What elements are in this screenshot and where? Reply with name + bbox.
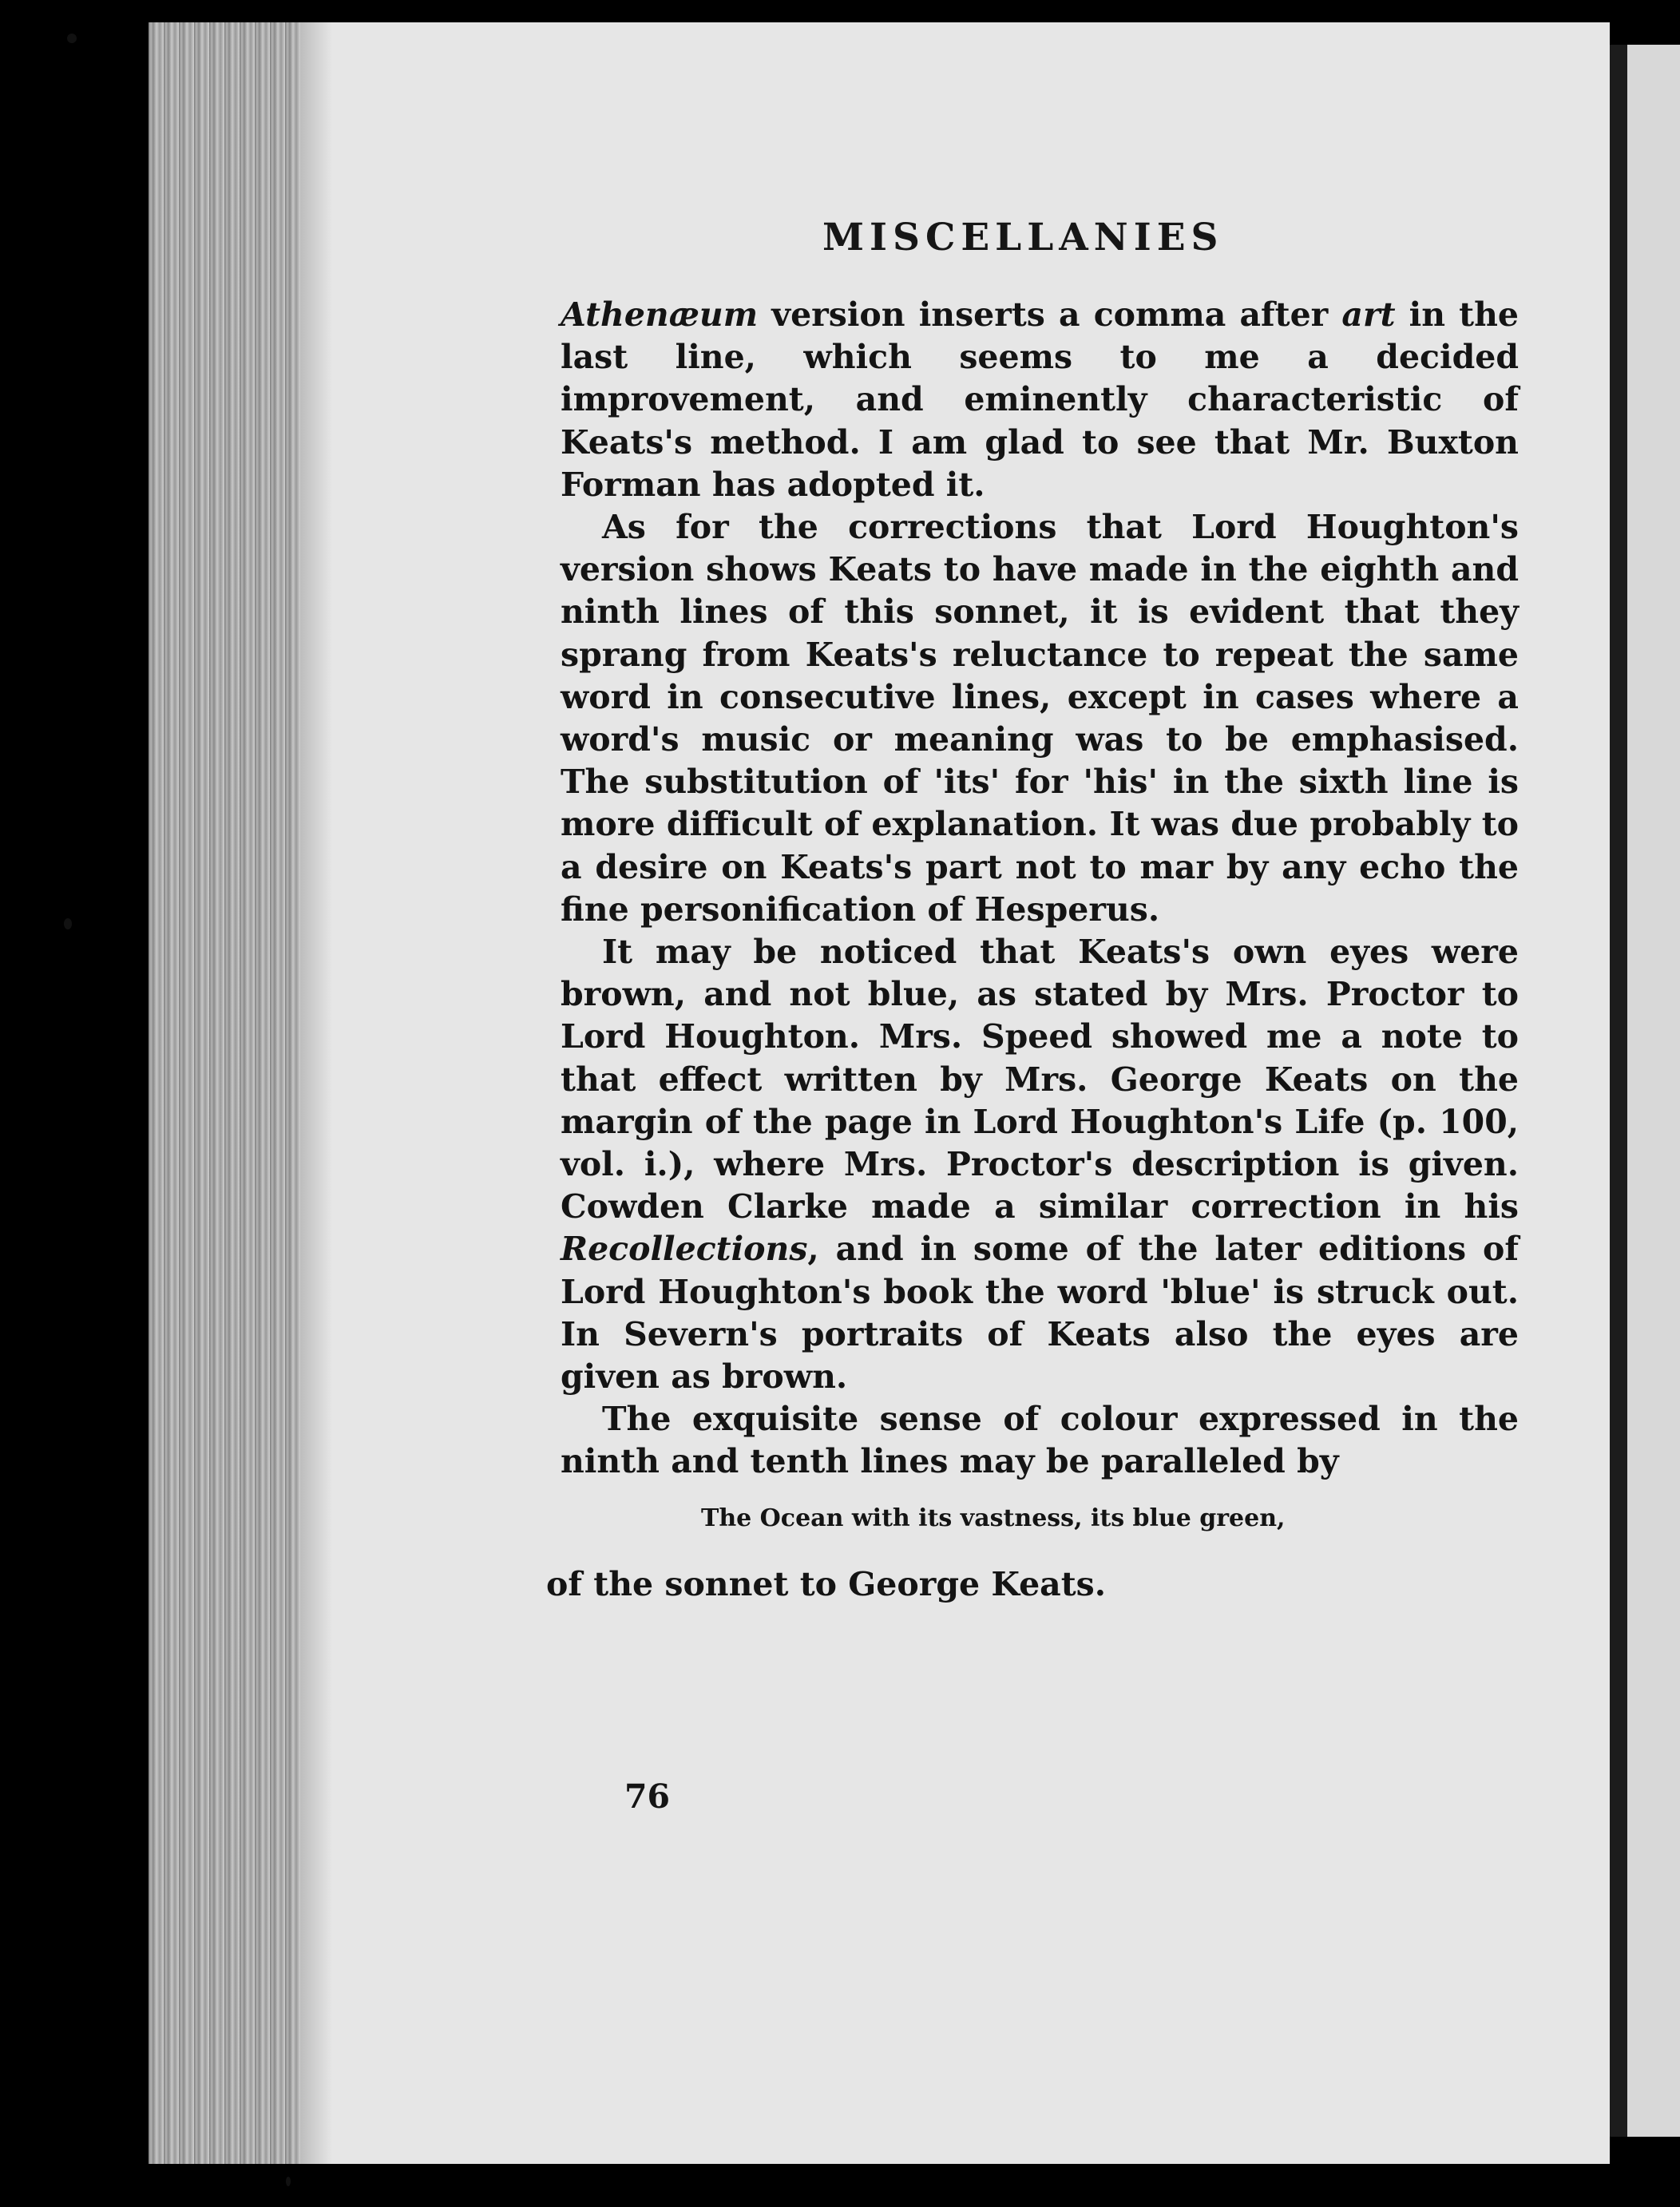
italic-word: art bbox=[1341, 295, 1396, 334]
paragraph: Athenæum version inserts a comma after art in the last line, which seems to me a decided improvement, and eminently characteristic of Keats's method. I am glad to see that Mr. Buxton Forman has adopted it. bbox=[561, 295, 1519, 504]
italic-title: Athenæum bbox=[561, 295, 759, 334]
facing-page bbox=[1627, 45, 1680, 2137]
scan-speck bbox=[64, 918, 72, 929]
body-text bbox=[561, 294, 1519, 1484]
paragraph: It may be noticed that Keats's own eyes were brown, and not blue, as stated by Mrs. Proctor to Lord Houghton. Mrs. Speed showed me a note to that effect written by Mrs. George Keats on the margin of the page in Lord Houghton's Life (p. 100, vol. i.), where Mrs. Proctor's description is given. Cowden Clarke made a similar correction in his Recollections, and in some of the later editions of Lord Houghton's book the word 'blue' is struck out. In Severn's portraits of Keats also the eyes are given as brown. bbox=[561, 933, 1519, 1397]
closing-line: of the sonnet to George Keats. bbox=[546, 1565, 1107, 1603]
page-edge-shadow bbox=[300, 22, 332, 2164]
scan-speck bbox=[286, 2177, 291, 2186]
paragraph: The exquisite sense of colour expressed in the ninth and tenth lines may be paralleled by bbox=[561, 1400, 1519, 1481]
quoted-verse: The Ocean with its vastness, its blue green, bbox=[701, 1504, 1286, 1532]
paragraph: As for the corrections that Lord Houghton's version shows Keats to have made in the eighth and ninth lines of this sonnet, it is evident that they sprang from Keats's reluctance to repeat the same word in consecutive lines, except in cases where a word's music or meaning was to be emphasised. The substitution of 'its' for 'his' in the sixth line is more difficult of explanation. It was due probably to a desire on Keats's part not to mar by any echo the fine personification of Hesperus. bbox=[561, 508, 1519, 929]
scan-speck bbox=[67, 34, 77, 43]
binding-gutter bbox=[1610, 45, 1627, 2137]
page-number: 76 bbox=[624, 1777, 671, 1816]
page-edges bbox=[149, 22, 300, 2164]
running-head: MISCELLANIES bbox=[822, 216, 1224, 260]
italic-title: Recollections bbox=[561, 1230, 808, 1269]
